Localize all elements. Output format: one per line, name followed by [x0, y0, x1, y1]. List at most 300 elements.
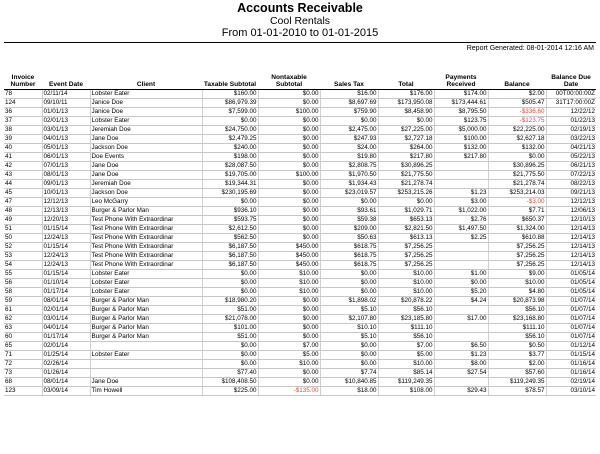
receivables-table — [4, 66, 596, 396]
cell-invoice-number: 42 — [4, 162, 42, 171]
cell-invoice-number: 78 — [4, 90, 42, 99]
report-generated: Report Generated: 08-01-2014 12:16 AM — [4, 42, 596, 54]
cell-payments-received: $2.76 — [434, 216, 488, 225]
cell-balance: $56.10 — [488, 333, 546, 342]
cell-client: Lobster Eater — [90, 351, 202, 360]
cell-event-date: 02/11/14 — [42, 90, 90, 99]
column-header-balance-due-date: Balance Due Date — [546, 66, 596, 90]
cell-nontaxable-subtotal: $0.00 — [258, 99, 320, 108]
cell-nontaxable-subtotal: $0.00 — [258, 180, 320, 189]
cell-total: $20,878.22 — [378, 297, 434, 306]
cell-sales-tax: $209.00 — [320, 225, 378, 234]
cell-sales-tax: $23,019.57 — [320, 189, 378, 198]
cell-nontaxable-subtotal: $450.00 — [258, 252, 320, 261]
cell-event-date: 01/15/14 — [42, 270, 90, 279]
cell-taxable-subtotal: $2,612.50 — [202, 225, 258, 234]
cell-sales-tax: $10,840.85 — [320, 378, 378, 387]
cell-balance-due-date: 12/14/13 — [546, 261, 596, 270]
cell-invoice-number: 49 — [4, 216, 42, 225]
cell-client: Burger & Parlor Man — [90, 207, 202, 216]
cell-balance: $22,225.00 — [488, 126, 546, 135]
cell-balance: $30,896.25 — [488, 162, 546, 171]
cell-balance: $610.88 — [488, 234, 546, 243]
cell-payments-received — [434, 162, 488, 171]
table-row — [4, 90, 596, 99]
cell-client — [90, 369, 202, 378]
cell-payments-received — [434, 180, 488, 189]
cell-invoice-number: 54 — [4, 261, 42, 270]
cell-balance-due-date: 07/22/13 — [546, 171, 596, 180]
cell-balance-due-date: 01/16/14 — [546, 369, 596, 378]
cell-nontaxable-subtotal: $7.00 — [258, 342, 320, 351]
cell-client: Jackson Doe — [90, 189, 202, 198]
cell-taxable-subtotal: $0.00 — [202, 288, 258, 297]
cell-invoice-number: 40 — [4, 144, 42, 153]
cell-sales-tax: $7.74 — [320, 369, 378, 378]
cell-balance: $119,249.35 — [488, 378, 546, 387]
cell-invoice-number: 39 — [4, 135, 42, 144]
cell-event-date: 01/01/13 — [42, 108, 90, 117]
cell-payments-received: $17.00 — [434, 315, 488, 324]
cell-balance-due-date: 05/22/13 — [546, 153, 596, 162]
table-row — [4, 144, 596, 153]
cell-sales-tax: $0.00 — [320, 360, 378, 369]
cell-balance-due-date: 31T17:00:00Z — [546, 99, 596, 108]
cell-taxable-subtotal: $0.00 — [202, 117, 258, 126]
cell-nontaxable-subtotal: $0.00 — [258, 324, 320, 333]
cell-total: $173,950.08 — [378, 99, 434, 108]
cell-invoice-number: 45 — [4, 189, 42, 198]
cell-invoice-number: 47 — [4, 198, 42, 207]
cell-event-date: 12/13/13 — [42, 207, 90, 216]
cell-event-date: 01/15/14 — [42, 243, 90, 252]
cell-balance: -$336.60 — [488, 108, 546, 117]
cell-sales-tax: $18.00 — [320, 387, 378, 396]
cell-total: $217.80 — [378, 153, 434, 162]
cell-client: Burger & Parlor Man — [90, 297, 202, 306]
cell-sales-tax: $618.75 — [320, 243, 378, 252]
table-row — [4, 117, 596, 126]
table-row — [4, 234, 596, 243]
cell-client: Test Phone With Extraordinar — [90, 243, 202, 252]
cell-event-date: 08/01/13 — [42, 171, 90, 180]
cell-balance-due-date: 09/21/13 — [546, 189, 596, 198]
cell-client: Janice Doe — [90, 108, 202, 117]
cell-nontaxable-subtotal: $0.00 — [258, 153, 320, 162]
cell-event-date: 12/24/13 — [42, 252, 90, 261]
cell-total: $5.00 — [378, 351, 434, 360]
cell-event-date: 05/01/13 — [42, 144, 90, 153]
cell-payments-received: $8.00 — [434, 360, 488, 369]
cell-sales-tax: $0.00 — [320, 351, 378, 360]
cell-balance: $2.00 — [488, 90, 546, 99]
cell-invoice-number: 50 — [4, 234, 42, 243]
cell-nontaxable-subtotal: $0.00 — [258, 369, 320, 378]
cell-event-date: 01/10/14 — [42, 279, 90, 288]
cell-taxable-subtotal: $0.00 — [202, 270, 258, 279]
cell-nontaxable-subtotal: $10.00 — [258, 270, 320, 279]
cell-payments-received: $1,022.00 — [434, 207, 488, 216]
cell-sales-tax: $59.38 — [320, 216, 378, 225]
cell-total: $253,215.26 — [378, 189, 434, 198]
cell-balance-due-date: 01/05/14 — [546, 270, 596, 279]
cell-invoice-number: 52 — [4, 243, 42, 252]
cell-total: $119,249.35 — [378, 378, 434, 387]
table-header — [4, 66, 596, 90]
cell-nontaxable-subtotal: $0.00 — [258, 306, 320, 315]
cell-total: $7,256.25 — [378, 252, 434, 261]
cell-event-date: 01/26/14 — [42, 369, 90, 378]
cell-total: $613.13 — [378, 234, 434, 243]
cell-invoice-number: 55 — [4, 270, 42, 279]
column-header-nontaxable-subtotal: Nontaxable Subtotal — [258, 66, 320, 90]
cell-payments-received: $217.80 — [434, 153, 488, 162]
cell-balance: $23,168.80 — [488, 315, 546, 324]
cell-taxable-subtotal: $24,750.00 — [202, 126, 258, 135]
cell-balance: $253,214.03 — [488, 189, 546, 198]
cell-sales-tax: $0.00 — [320, 117, 378, 126]
cell-event-date: 04/01/14 — [42, 324, 90, 333]
cell-invoice-number: 123 — [4, 387, 42, 396]
cell-event-date: 03/01/13 — [42, 126, 90, 135]
cell-taxable-subtotal: $6,187.50 — [202, 261, 258, 270]
table-row — [4, 189, 596, 198]
table-row — [4, 243, 596, 252]
cell-balance: $7,256.25 — [488, 261, 546, 270]
cell-taxable-subtotal: $21,078.00 — [202, 315, 258, 324]
table-row — [4, 279, 596, 288]
cell-client: Test Phone With Extraordinar — [90, 261, 202, 270]
cell-taxable-subtotal: $0.00 — [202, 342, 258, 351]
cell-event-date: 09/10/11 — [42, 99, 90, 108]
cell-balance-due-date: 01/07/14 — [546, 315, 596, 324]
cell-taxable-subtotal: $19,705.00 — [202, 171, 258, 180]
cell-sales-tax: $16.00 — [320, 90, 378, 99]
cell-invoice-number: 61 — [4, 306, 42, 315]
table-row — [4, 153, 596, 162]
cell-balance-due-date: 12/06/13 — [546, 207, 596, 216]
cell-balance: -$123.75 — [488, 117, 546, 126]
cell-sales-tax: $618.75 — [320, 252, 378, 261]
cell-taxable-subtotal: $936.10 — [202, 207, 258, 216]
cell-sales-tax: $0.00 — [320, 342, 378, 351]
cell-client: Test Phone With Extraordinar — [90, 234, 202, 243]
cell-invoice-number: 58 — [4, 288, 42, 297]
cell-event-date: 01/17/14 — [42, 333, 90, 342]
cell-invoice-number: 72 — [4, 360, 42, 369]
cell-balance-due-date: 01/12/14 — [546, 342, 596, 351]
cell-balance: $21,278.74 — [488, 180, 546, 189]
cell-client: Janice Doe — [90, 99, 202, 108]
cell-event-date: 10/01/13 — [42, 189, 90, 198]
cell-sales-tax: $19.80 — [320, 153, 378, 162]
cell-balance-due-date: 12/14/13 — [546, 225, 596, 234]
cell-sales-tax: $2,475.00 — [320, 126, 378, 135]
cell-total: $1,029.71 — [378, 207, 434, 216]
cell-nontaxable-subtotal: $0.00 — [258, 144, 320, 153]
cell-total: $7,256.25 — [378, 261, 434, 270]
cell-sales-tax: $24.00 — [320, 144, 378, 153]
cell-balance: $1,324.00 — [488, 225, 546, 234]
cell-event-date: 06/01/13 — [42, 153, 90, 162]
cell-balance-due-date: 08/22/13 — [546, 180, 596, 189]
cell-total: $21,278.74 — [378, 180, 434, 189]
cell-nontaxable-subtotal: $10.00 — [258, 279, 320, 288]
cell-balance-due-date: 01/15/14 — [546, 351, 596, 360]
cell-taxable-subtotal: $225.00 — [202, 387, 258, 396]
cell-payments-received: $4.24 — [434, 297, 488, 306]
table-row — [4, 360, 596, 369]
cell-total: $8,458.90 — [378, 108, 434, 117]
cell-client: Test Phone With Extraordinar — [90, 252, 202, 261]
cell-invoice-number: 71 — [4, 351, 42, 360]
cell-event-date: 02/26/14 — [42, 360, 90, 369]
cell-invoice-number: 62 — [4, 315, 42, 324]
cell-client: Jackson Doe — [90, 144, 202, 153]
cell-sales-tax: $0.00 — [320, 288, 378, 297]
table-row — [4, 306, 596, 315]
cell-total: $264.00 — [378, 144, 434, 153]
cell-nontaxable-subtotal: $100.00 — [258, 108, 320, 117]
cell-balance: $7,256.25 — [488, 252, 546, 261]
cell-payments-received: $1.23 — [434, 189, 488, 198]
table-row — [4, 171, 596, 180]
cell-total: $23,185.80 — [378, 315, 434, 324]
cell-balance: $21,775.50 — [488, 171, 546, 180]
cell-balance: $0.50 — [488, 342, 546, 351]
cell-payments-received: $1,497.50 — [434, 225, 488, 234]
cell-balance-due-date: 01/07/14 — [546, 297, 596, 306]
cell-event-date: 09/01/13 — [42, 180, 90, 189]
cell-taxable-subtotal: $86,979.39 — [202, 99, 258, 108]
report-header — [0, 0, 600, 42]
table-body — [4, 90, 596, 396]
cell-nontaxable-subtotal: $0.00 — [258, 162, 320, 171]
cell-event-date: 01/15/14 — [42, 225, 90, 234]
cell-nontaxable-subtotal: $0.00 — [258, 225, 320, 234]
cell-total: $21,775.50 — [378, 171, 434, 180]
cell-payments-received: $123.75 — [434, 117, 488, 126]
cell-sales-tax: $0.00 — [320, 270, 378, 279]
cell-taxable-subtotal: $0.00 — [202, 279, 258, 288]
cell-balance: $57.60 — [488, 369, 546, 378]
cell-nontaxable-subtotal: $5.00 — [258, 351, 320, 360]
table-row — [4, 99, 596, 108]
table-row — [4, 297, 596, 306]
cell-client: Burger & Parlor Man — [90, 324, 202, 333]
cell-taxable-subtotal: $51.00 — [202, 306, 258, 315]
cell-invoice-number: 68 — [4, 378, 42, 387]
cell-client: Burger & Parlor Man — [90, 315, 202, 324]
cell-taxable-subtotal: $19,344.31 — [202, 180, 258, 189]
cell-payments-received — [434, 333, 488, 342]
cell-balance: $78.57 — [488, 387, 546, 396]
cell-payments-received — [434, 171, 488, 180]
cell-payments-received — [434, 252, 488, 261]
cell-total: $2,821.50 — [378, 225, 434, 234]
cell-payments-received — [434, 324, 488, 333]
cell-event-date: 03/01/14 — [42, 315, 90, 324]
cell-sales-tax: $0.00 — [320, 279, 378, 288]
cell-taxable-subtotal: $7,599.00 — [202, 108, 258, 117]
cell-client: Test Phone With Extraordinar — [90, 216, 202, 225]
cell-balance: $505.47 — [488, 99, 546, 108]
cell-sales-tax: $247.93 — [320, 135, 378, 144]
cell-balance-due-date: 12/10/13 — [546, 216, 596, 225]
table-row — [4, 252, 596, 261]
table-row — [4, 216, 596, 225]
cell-total: $56.10 — [378, 333, 434, 342]
cell-invoice-number: 59 — [4, 297, 42, 306]
cell-nontaxable-subtotal: $0.00 — [258, 198, 320, 207]
cell-taxable-subtotal: $562.50 — [202, 234, 258, 243]
cell-event-date: 12/20/13 — [42, 216, 90, 225]
cell-invoice-number: 63 — [4, 324, 42, 333]
cell-event-date: 12/24/13 — [42, 234, 90, 243]
cell-balance-due-date: 06/21/13 — [546, 162, 596, 171]
cell-client: Jane Doe — [90, 171, 202, 180]
company-name: Cool Rentals — [269, 15, 331, 27]
table-row — [4, 108, 596, 117]
table-row — [4, 369, 596, 378]
table-row — [4, 288, 596, 297]
cell-event-date: 02/01/14 — [42, 306, 90, 315]
cell-invoice-number: 56 — [4, 279, 42, 288]
cell-balance: $20,873.98 — [488, 297, 546, 306]
cell-balance: $2.00 — [488, 360, 546, 369]
cell-payments-received: $5.20 — [434, 288, 488, 297]
cell-balance: $56.10 — [488, 306, 546, 315]
cell-balance: $7.71 — [488, 207, 546, 216]
cell-balance-due-date: 01/16/14 — [546, 360, 596, 369]
cell-event-date: 04/01/13 — [42, 135, 90, 144]
cell-taxable-subtotal: $0.00 — [202, 198, 258, 207]
cell-payments-received: $132.00 — [434, 144, 488, 153]
cell-payments-received — [434, 306, 488, 315]
cell-invoice-number: 73 — [4, 369, 42, 378]
cell-nontaxable-subtotal: $0.00 — [258, 315, 320, 324]
table-row — [4, 351, 596, 360]
cell-invoice-number: 60 — [4, 333, 42, 342]
cell-sales-tax: $5.10 — [320, 333, 378, 342]
cell-payments-received: $174.00 — [434, 90, 488, 99]
cell-total: $30,896.25 — [378, 162, 434, 171]
cell-nontaxable-subtotal: $0.00 — [258, 90, 320, 99]
table-row — [4, 270, 596, 279]
cell-invoice-number: 53 — [4, 252, 42, 261]
cell-invoice-number: 51 — [4, 225, 42, 234]
cell-balance-due-date: 12/14/13 — [546, 252, 596, 261]
cell-balance: $10.00 — [488, 279, 546, 288]
table-row — [4, 333, 596, 342]
cell-balance-due-date: 02/19/13 — [546, 126, 596, 135]
cell-client: Lobster Eater — [90, 270, 202, 279]
cell-balance-due-date: 12/14/13 — [546, 243, 596, 252]
cell-nontaxable-subtotal: $450.00 — [258, 261, 320, 270]
cell-balance: $132.00 — [488, 144, 546, 153]
cell-balance-due-date: 01/07/14 — [546, 324, 596, 333]
cell-client: Jeremiah Doe — [90, 180, 202, 189]
cell-taxable-subtotal: $101.00 — [202, 324, 258, 333]
cell-nontaxable-subtotal: $0.00 — [258, 378, 320, 387]
cell-sales-tax: $759.90 — [320, 108, 378, 117]
table-row — [4, 378, 596, 387]
cell-sales-tax: $2,107.80 — [320, 315, 378, 324]
cell-nontaxable-subtotal: $10.00 — [258, 360, 320, 369]
cell-payments-received: $1.00 — [434, 270, 488, 279]
cell-total: $7.00 — [378, 342, 434, 351]
cell-event-date: 12/12/13 — [42, 198, 90, 207]
cell-total: $111.10 — [378, 324, 434, 333]
table-row — [4, 126, 596, 135]
cell-balance-due-date: 01/05/14 — [546, 279, 596, 288]
cell-client: Jane Doe — [90, 135, 202, 144]
table-row — [4, 324, 596, 333]
cell-event-date: 01/25/14 — [42, 351, 90, 360]
cell-client: Jane Doe — [90, 162, 202, 171]
cell-nontaxable-subtotal: $0.00 — [258, 189, 320, 198]
cell-balance: $3.77 — [488, 351, 546, 360]
cell-invoice-number: 38 — [4, 126, 42, 135]
cell-event-date: 02/01/13 — [42, 117, 90, 126]
cell-invoice-number: 65 — [4, 342, 42, 351]
cell-total: $10.00 — [378, 288, 434, 297]
cell-event-date: 07/01/13 — [42, 162, 90, 171]
cell-balance-due-date: 02/19/14 — [546, 378, 596, 387]
cell-nontaxable-subtotal: $0.00 — [258, 135, 320, 144]
cell-balance: $4.80 — [488, 288, 546, 297]
column-header-total: Total — [378, 66, 434, 90]
cell-balance-due-date: 12/14/13 — [546, 234, 596, 243]
cell-sales-tax: $1,934.43 — [320, 180, 378, 189]
cell-total: $56.10 — [378, 306, 434, 315]
table-row — [4, 207, 596, 216]
cell-invoice-number: 43 — [4, 171, 42, 180]
cell-taxable-subtotal: $593.75 — [202, 216, 258, 225]
cell-payments-received: $173,444.61 — [434, 99, 488, 108]
cell-client: Lobster Eater — [90, 279, 202, 288]
cell-client — [90, 360, 202, 369]
cell-sales-tax: $1,898.02 — [320, 297, 378, 306]
cell-invoice-number: 37 — [4, 117, 42, 126]
table-row — [4, 342, 596, 351]
cell-balance-due-date: 01/05/14 — [546, 288, 596, 297]
cell-nontaxable-subtotal: $0.00 — [258, 216, 320, 225]
cell-total: $176.00 — [378, 90, 434, 99]
cell-taxable-subtotal: $18,980.20 — [202, 297, 258, 306]
cell-payments-received: $29.43 — [434, 387, 488, 396]
cell-balance-due-date: 12/12/13 — [546, 198, 596, 207]
cell-payments-received: $5,000.00 — [434, 126, 488, 135]
cell-taxable-subtotal: $0.00 — [202, 360, 258, 369]
report-period: From 01-01-2010 to 01-01-2015 — [221, 27, 379, 39]
cell-balance: $650.37 — [488, 216, 546, 225]
cell-event-date: 08/01/14 — [42, 378, 90, 387]
cell-payments-received — [434, 261, 488, 270]
column-header-event-date: Event Date — [42, 66, 90, 90]
cell-payments-received: $8,795.50 — [434, 108, 488, 117]
cell-taxable-subtotal: $240.00 — [202, 144, 258, 153]
cell-balance-due-date: 01/22/13 — [546, 117, 596, 126]
cell-total: $27,225.00 — [378, 126, 434, 135]
cell-balance-due-date: 12/22/12 — [546, 108, 596, 117]
cell-balance: $0.00 — [488, 153, 546, 162]
table-row — [4, 387, 596, 396]
cell-balance-due-date: 03/22/13 — [546, 135, 596, 144]
cell-client: Lobster Eater — [90, 90, 202, 99]
cell-balance: $9.00 — [488, 270, 546, 279]
cell-nontaxable-subtotal: $0.00 — [258, 126, 320, 135]
